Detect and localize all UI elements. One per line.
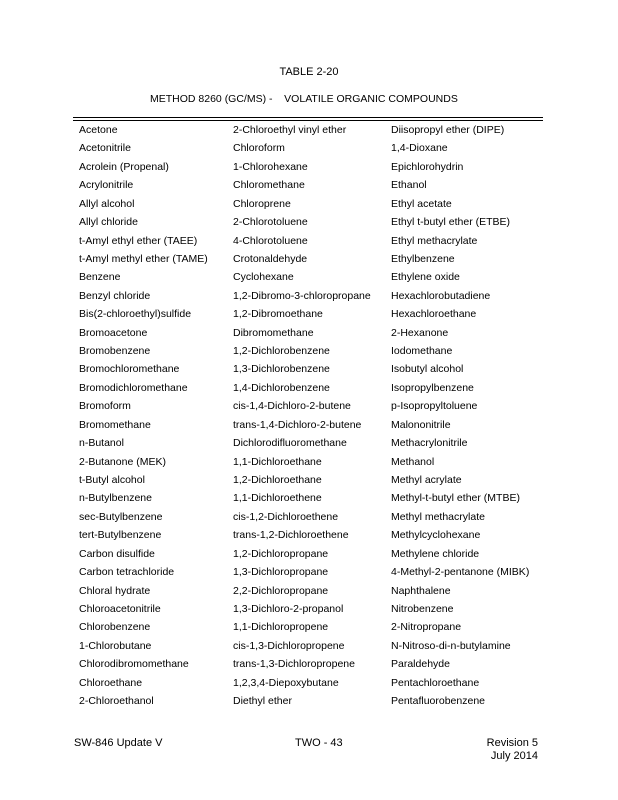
table-row — [0, 305, 618, 323]
compound-name: Benzyl chloride — [79, 289, 151, 302]
compound-name: p-Isopropyltoluene — [391, 400, 478, 413]
compound-name: Hexachloroethane — [391, 308, 477, 321]
table-row — [0, 213, 618, 231]
compound-name: cis-1,3-Dichloropropene — [233, 639, 345, 652]
table-row — [0, 434, 618, 452]
compound-name: N-Nitroso-di-n-butylamine — [391, 639, 511, 652]
compound-name: Methanol — [391, 455, 435, 468]
table-row — [0, 250, 618, 268]
compound-name: Cyclohexane — [233, 271, 294, 284]
compound-name: Ethylene oxide — [391, 271, 460, 284]
table-row — [0, 342, 618, 360]
compound-name: Dichlorodifluoromethane — [233, 437, 347, 450]
compound-name: 1,1-Dichloropropene — [233, 621, 329, 634]
compound-name: Isopropylbenzene — [391, 381, 474, 394]
compound-name: Benzene — [79, 271, 121, 284]
compound-name: n-Butylbenzene — [79, 492, 152, 505]
compound-name: 4-Methyl-2-pentanone (MIBK) — [391, 566, 530, 579]
compound-name: Bromodichloromethane — [79, 381, 188, 394]
compound-name: 1,4-Dioxane — [391, 142, 448, 155]
compound-name: Dibromomethane — [233, 326, 314, 339]
compound-name: Methacrylonitrile — [391, 437, 468, 450]
compound-name: Bromoacetone — [79, 326, 148, 339]
compound-name: Methyl-t-butyl ether (MTBE) — [391, 492, 520, 505]
compound-name: 1-Chlorohexane — [233, 160, 308, 173]
table-row — [0, 139, 618, 157]
compound-name: Acetonitrile — [79, 142, 131, 155]
compound-name: 1,2-Dichloropropane — [233, 547, 329, 560]
compound-name: Chloroprene — [233, 197, 291, 210]
compound-name: Methylene chloride — [391, 547, 480, 560]
compound-name: Nitrobenzene — [391, 602, 454, 615]
compound-name: Chloroethane — [79, 676, 143, 689]
compound-name: 2-Hexanone — [391, 326, 449, 339]
table-row — [0, 600, 618, 618]
compound-name: Ethyl methacrylate — [391, 234, 478, 247]
compound-name: Epichlorohydrin — [391, 160, 464, 173]
table-label: TABLE 2-20 — [279, 66, 339, 78]
compound-name: 1,2-Dichloroethane — [233, 474, 322, 487]
table-row — [0, 545, 618, 563]
compound-name: 1,2-Dichlorobenzene — [233, 345, 330, 358]
compound-name: Methyl acrylate — [391, 474, 462, 487]
compound-name: Pentafluorobenzene — [391, 695, 485, 708]
footer-page-number: TWO - 43 — [295, 737, 343, 749]
compound-name: Chloroacetonitrile — [79, 602, 161, 615]
table-row — [0, 563, 618, 581]
compound-name: Ethylbenzene — [391, 252, 455, 265]
table-top-rule — [73, 117, 543, 118]
compound-name: 1,3-Dichloropropane — [233, 566, 329, 579]
compound-name: n-Butanol — [79, 437, 124, 450]
compound-name: cis-1,4-Dichloro-2-butene — [233, 400, 351, 413]
compound-name: cis-1,2-Dichloroethene — [233, 510, 339, 523]
compound-name: 1,2,3,4-Diepoxybutane — [233, 676, 339, 689]
table-row — [0, 416, 618, 434]
table-row — [0, 637, 618, 655]
compound-name: Pentachloroethane — [391, 676, 480, 689]
compound-name: Diethyl ether — [233, 695, 292, 708]
compound-name: Methyl methacrylate — [391, 510, 485, 523]
compound-name: 1,4-Dichlorobenzene — [233, 381, 330, 394]
compound-name: Carbon disulfide — [79, 547, 155, 560]
table-row — [0, 692, 618, 710]
compound-name: Bromomethane — [79, 418, 151, 431]
footer-revision: Revision 5 — [486, 737, 538, 749]
compound-name: 1,3-Dichloro-2-propanol — [233, 602, 344, 615]
compound-name: 2-Chlorotoluene — [233, 216, 308, 229]
footer-date: July 2014 — [490, 750, 538, 762]
table-row — [0, 158, 618, 176]
table-row — [0, 287, 618, 305]
compound-name: t-Butyl alcohol — [79, 474, 145, 487]
compound-name: 2,2-Dichloropropane — [233, 584, 329, 597]
table-row — [0, 582, 618, 600]
compound-name: 1,2-Dibromo-3-chloropropane — [233, 289, 371, 302]
compound-name: Ethyl acetate — [391, 197, 452, 210]
table-row — [0, 268, 618, 286]
compound-name: 1,2-Dibromoethane — [233, 308, 323, 321]
compound-name: Chlorodibromomethane — [79, 658, 189, 671]
compound-name: Malononitrile — [391, 418, 451, 431]
table-row — [0, 618, 618, 636]
compound-name: Paraldehyde — [391, 658, 450, 671]
compound-name: sec-Butylbenzene — [79, 510, 163, 523]
compound-name: Bromochloromethane — [79, 363, 180, 376]
compound-name: Naphthalene — [391, 584, 451, 597]
table-row — [0, 655, 618, 673]
compound-name: 1,3-Dichlorobenzene — [233, 363, 330, 376]
compound-name: 1,1-Dichloroethane — [233, 455, 322, 468]
footer-revision-block — [487, 737, 538, 763]
compound-name: t-Amyl ethyl ether (TAEE) — [79, 234, 198, 247]
compound-table — [0, 121, 618, 711]
compound-name: 2-Chloroethyl vinyl ether — [233, 124, 347, 136]
compound-name: Bis(2-chloroethyl)sulfide — [79, 308, 192, 321]
compound-name: tert-Butylbenzene — [79, 529, 162, 542]
compound-name: Ethanol — [391, 179, 427, 192]
compound-name: trans-1,4-Dichloro-2-butene — [233, 418, 362, 431]
table-row — [0, 453, 618, 471]
table-row — [0, 471, 618, 489]
compound-name: Carbon tetrachloride — [79, 566, 175, 579]
compound-name: 1-Chlorobutane — [79, 639, 152, 652]
table-row — [0, 489, 618, 507]
compound-name: Acrylonitrile — [79, 179, 134, 192]
compound-name: Isobutyl alcohol — [391, 363, 464, 376]
compound-name: Bromoform — [79, 400, 131, 413]
table-row — [0, 324, 618, 342]
compound-name: Methylcyclohexane — [391, 529, 481, 542]
compound-name: Chloromethane — [233, 179, 305, 192]
compound-name: trans-1,3-Dichloropropene — [233, 658, 355, 671]
compound-name: trans-1,2-Dichloroethene — [233, 529, 349, 542]
table-row — [0, 379, 618, 397]
compound-name: Acetone — [79, 124, 118, 136]
method-title: METHOD 8260 (GC/MS) - VOLATILE ORGANIC COMPOUNDS — [150, 93, 458, 105]
compound-name: Bromobenzene — [79, 345, 151, 358]
compound-name: 4-Chlorotoluene — [233, 234, 308, 247]
table-row — [0, 195, 618, 213]
compound-name: Crotonaldehyde — [233, 252, 308, 265]
compound-name: 2-Chloroethanol — [79, 695, 154, 708]
compound-name: Allyl alcohol — [79, 197, 135, 210]
compound-name: Hexachlorobutadiene — [391, 289, 491, 302]
compound-name: Ethyl t-butyl ether (ETBE) — [391, 216, 511, 229]
footer-document-id: SW-846 Update V — [74, 737, 163, 749]
compound-name: 2-Nitropropane — [391, 621, 462, 634]
compound-name: Acrolein (Propenal) — [79, 160, 169, 173]
compound-name: 1,1-Dichloroethene — [233, 492, 322, 505]
compound-name: Chloral hydrate — [79, 584, 151, 597]
table-row — [0, 176, 618, 194]
table-row — [0, 508, 618, 526]
table-row — [0, 526, 618, 544]
table-row — [0, 360, 618, 378]
compound-name: Allyl chloride — [79, 216, 138, 229]
table-row — [0, 397, 618, 415]
table-row — [0, 674, 618, 692]
compound-name: 2-Butanone (MEK) — [79, 455, 166, 468]
compound-name: Diisopropyl ether (DIPE) — [391, 124, 505, 136]
compound-name: Chloroform — [233, 142, 285, 155]
table-row — [0, 232, 618, 250]
compound-name: t-Amyl methyl ether (TAME) — [79, 252, 208, 265]
table-row — [0, 121, 618, 139]
compound-name: Chlorobenzene — [79, 621, 151, 634]
compound-name: Iodomethane — [391, 345, 453, 358]
